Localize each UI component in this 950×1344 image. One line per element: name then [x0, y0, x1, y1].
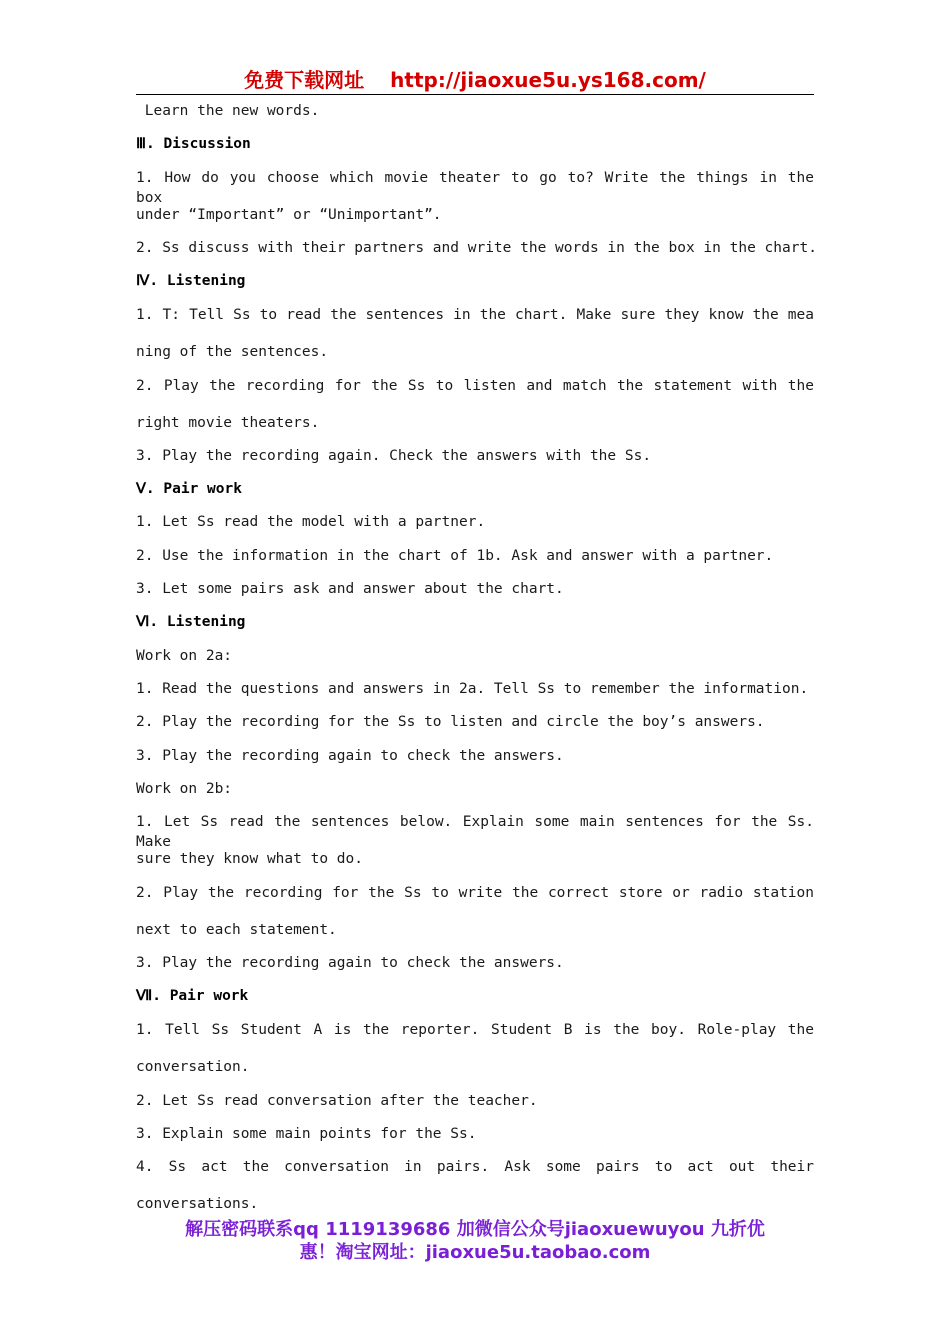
text-line: 2. Let Ss read conversation after the teacher. — [136, 1093, 538, 1109]
text-line: 2. Play the recording for the Ss to listen and match the statement with the — [136, 378, 814, 394]
text-line: 1. T: Tell Ss to read the sentences in the chart. Make sure they know the mea — [136, 307, 814, 323]
section-heading: Ⅳ. Listening — [136, 273, 246, 289]
footer-line-1: 解压密码联系qq 1119139686 加微信公众号jiaoxuewuyou 九折优 — [185, 1219, 765, 1240]
text-line: 2. Ss discuss with their partners and write the words in the box in the chart. — [136, 240, 817, 256]
text-line: 2. Play the recording for the Ss to listen and circle the boy’s answers. — [136, 714, 765, 730]
text-line: conversations. — [136, 1196, 259, 1212]
header-site-label: 免费下载网址 — [244, 68, 365, 92]
text-line: next to each statement. — [136, 922, 337, 938]
text-line: 3. Play the recording again to check the answers. — [136, 748, 564, 764]
text-line: Learn the new words. — [136, 103, 320, 119]
text-line: 2. Play the recording for the Ss to write the correct store or radio station — [136, 885, 814, 901]
text-line: 1. How do you choose which movie theater to go to? Write the things in the box — [136, 170, 814, 206]
text-line: 1. Let Ss read the sentences below. Explain some main sentences for the Ss. Make — [136, 814, 814, 850]
text-line: ning of the sentences. — [136, 344, 329, 360]
text-line: 3. Play the recording again. Check the answers with the Ss. — [136, 448, 652, 464]
text-line: right movie theaters. — [136, 415, 320, 431]
text-line: 1. Read the questions and answers in 2a. Tell Ss to remember the information. — [136, 681, 809, 697]
text-line: 3. Explain some main points for the Ss. — [136, 1126, 477, 1142]
footer-line-2: 惠！淘宝网址：jiaoxue5u.taobao.com — [299, 1242, 651, 1263]
text-line: Work on 2a: — [136, 648, 233, 664]
header-site-url[interactable]: http://jiaoxue5u.ys168.com/ — [390, 68, 706, 92]
text-line: 3. Play the recording again to check the answers. — [136, 955, 564, 971]
section-heading: Ⅶ. Pair work — [136, 988, 249, 1004]
text-line: 4. Ss act the conversation in pairs. Ask some pairs to act out their — [136, 1159, 814, 1175]
text-line: under “Important” or “Unimportant”. — [136, 207, 442, 223]
section-heading: Ⅲ. Discussion — [136, 136, 251, 152]
text-line: 3. Let some pairs ask and answer about the chart. — [136, 581, 564, 597]
text-line: 1. Let Ss read the model with a partner. — [136, 514, 486, 530]
text-line: sure they know what to do. — [136, 851, 363, 867]
section-heading: Ⅵ. Listening — [136, 614, 246, 630]
text-line: 1. Tell Ss Student A is the reporter. Student B is the boy. Role-play the — [136, 1022, 814, 1038]
text-line: conversation. — [136, 1059, 250, 1075]
text-line: Work on 2b: — [136, 781, 233, 797]
text-line: 2. Use the information in the chart of 1b. Ask and answer with a partner. — [136, 548, 774, 564]
section-heading: Ⅴ. Pair work — [136, 481, 242, 497]
page-header — [136, 66, 814, 95]
